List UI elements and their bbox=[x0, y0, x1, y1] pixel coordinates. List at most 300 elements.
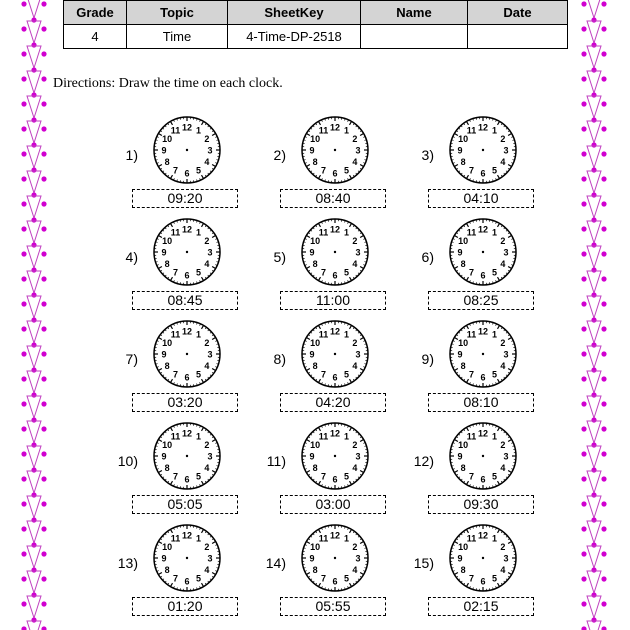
clock-numeral: 2 bbox=[500, 236, 506, 246]
clock-numeral: 7 bbox=[468, 369, 475, 380]
border-triangle bbox=[587, 371, 601, 393]
clock-face-icon[interactable] bbox=[152, 217, 222, 287]
border-dot bbox=[41, 1, 46, 6]
clock-numeral: 10 bbox=[310, 542, 321, 552]
clock-numeral: 12 bbox=[477, 428, 489, 439]
clock-numeral: 12 bbox=[181, 530, 193, 541]
border-dot bbox=[31, 17, 36, 22]
clock-numeral: 2 bbox=[352, 236, 358, 246]
border-triangle bbox=[587, 521, 601, 543]
clock-problem bbox=[406, 319, 556, 419]
border-dot bbox=[591, 292, 596, 297]
border-triangle bbox=[587, 296, 601, 318]
border-dot bbox=[581, 551, 586, 556]
clock-numeral: 10 bbox=[310, 338, 321, 348]
clock-numeral: 10 bbox=[310, 440, 321, 450]
clock-numeral: 11 bbox=[318, 329, 329, 340]
clock-numeral: 10 bbox=[458, 338, 469, 348]
clock-numeral: 9 bbox=[309, 553, 315, 564]
border-dot bbox=[21, 101, 26, 106]
border-dot bbox=[591, 392, 596, 397]
border-dot bbox=[21, 176, 26, 181]
clock-numeral: 10 bbox=[310, 134, 321, 144]
border-dot bbox=[31, 192, 36, 197]
clock-numeral: 12 bbox=[181, 224, 193, 235]
clock-numeral: 7 bbox=[172, 573, 179, 584]
border-dot bbox=[581, 576, 586, 581]
clock-numeral: 1 bbox=[491, 329, 498, 340]
time-label-box: 08:40 bbox=[280, 189, 386, 208]
clock-numeral: 6 bbox=[184, 372, 190, 383]
clock-numeral: 1 bbox=[195, 227, 202, 238]
border-dot bbox=[31, 442, 36, 447]
clock-numeral: 8 bbox=[460, 565, 466, 575]
border-triangle bbox=[587, 71, 601, 93]
clock-numeral: 5 bbox=[343, 165, 350, 176]
border-dot bbox=[41, 51, 46, 56]
clock-numeral: 9 bbox=[309, 247, 315, 258]
clock-numeral: 1 bbox=[343, 431, 350, 442]
header-topic: Topic bbox=[127, 1, 228, 25]
time-label-box: 09:30 bbox=[428, 495, 534, 514]
border-dot bbox=[21, 451, 26, 456]
clock-numeral: 3 bbox=[355, 145, 361, 156]
problem-number: 13) bbox=[117, 555, 138, 571]
border-dot bbox=[21, 626, 26, 630]
clock-numeral: 6 bbox=[480, 576, 486, 587]
border-triangle bbox=[27, 446, 41, 468]
border-dot bbox=[581, 151, 586, 156]
border-triangle bbox=[587, 471, 601, 493]
clock-numeral: 10 bbox=[310, 236, 321, 246]
header-sheetkey: SheetKey bbox=[228, 1, 361, 25]
border-dot bbox=[31, 567, 36, 572]
clock-numeral: 4 bbox=[500, 565, 506, 575]
border-dot bbox=[31, 92, 36, 97]
border-dot bbox=[21, 76, 26, 81]
border-dot bbox=[21, 576, 26, 581]
border-triangle bbox=[27, 71, 41, 93]
border-triangle bbox=[27, 396, 41, 418]
clock-numeral: 9 bbox=[161, 145, 167, 156]
clock-numeral: 8 bbox=[164, 157, 170, 167]
border-dot bbox=[31, 317, 36, 322]
clock-numeral: 4 bbox=[500, 157, 506, 167]
clock-center-dot bbox=[186, 455, 188, 457]
clock-numeral: 6 bbox=[332, 576, 338, 587]
border-dot bbox=[41, 401, 46, 406]
clock-numeral: 4 bbox=[204, 463, 210, 473]
border-dot bbox=[591, 567, 596, 572]
clock-numeral: 8 bbox=[164, 361, 170, 371]
border-dot bbox=[581, 226, 586, 231]
clock-problem bbox=[258, 421, 408, 521]
clock-numeral: 3 bbox=[207, 145, 213, 156]
clock-numeral: 7 bbox=[468, 573, 475, 584]
clock-numeral: 6 bbox=[480, 474, 486, 485]
border-dot bbox=[21, 251, 26, 256]
clock-numeral: 7 bbox=[172, 165, 179, 176]
border-dot bbox=[31, 217, 36, 222]
value-name-field[interactable] bbox=[361, 25, 468, 49]
border-dot bbox=[591, 42, 596, 47]
clock-face-icon[interactable] bbox=[152, 319, 222, 389]
clock-numeral: 12 bbox=[477, 326, 489, 337]
clock-center-dot bbox=[482, 149, 484, 151]
clock-numeral: 1 bbox=[491, 227, 498, 238]
clock-numeral: 2 bbox=[352, 542, 358, 552]
border-dot bbox=[581, 76, 586, 81]
border-dot bbox=[591, 542, 596, 547]
clock-numeral: 9 bbox=[161, 247, 167, 258]
clock-numeral: 9 bbox=[457, 451, 463, 462]
border-triangle bbox=[27, 221, 41, 243]
clock-face-icon[interactable] bbox=[448, 217, 518, 287]
clock-numeral: 8 bbox=[312, 463, 318, 473]
clock-numeral: 2 bbox=[204, 236, 210, 246]
problem-number: 10) bbox=[117, 453, 138, 469]
border-triangle bbox=[27, 421, 41, 443]
time-label-box: 09:20 bbox=[132, 189, 238, 208]
clock-numeral: 3 bbox=[207, 553, 213, 564]
clock-numeral: 11 bbox=[466, 227, 477, 238]
clock-numeral: 5 bbox=[343, 267, 350, 278]
border-dot bbox=[591, 442, 596, 447]
clock-center-dot bbox=[334, 353, 336, 355]
border-dot bbox=[31, 167, 36, 172]
border-dot bbox=[21, 26, 26, 31]
border-dot bbox=[601, 601, 606, 606]
clock-face-icon[interactable] bbox=[152, 115, 222, 185]
clock-center-dot bbox=[482, 353, 484, 355]
border-dot bbox=[31, 242, 36, 247]
border-dot bbox=[31, 517, 36, 522]
border-dot bbox=[601, 201, 606, 206]
clock-problem bbox=[406, 217, 556, 317]
border-dot bbox=[21, 526, 26, 531]
clock-numeral: 9 bbox=[161, 349, 167, 360]
border-dot bbox=[591, 192, 596, 197]
time-label-box: 11:00 bbox=[280, 291, 386, 310]
clock-numeral: 5 bbox=[491, 165, 498, 176]
clock-numeral: 6 bbox=[184, 474, 190, 485]
border-dot bbox=[31, 67, 36, 72]
clock-numeral: 9 bbox=[309, 349, 315, 360]
clock-numeral: 2 bbox=[500, 542, 506, 552]
clock-numeral: 9 bbox=[457, 247, 463, 258]
problem-number: 6) bbox=[421, 249, 434, 265]
border-dot bbox=[601, 376, 606, 381]
clock-face-icon[interactable] bbox=[152, 523, 222, 593]
clock-center-dot bbox=[334, 149, 336, 151]
clock-center-dot bbox=[334, 455, 336, 457]
border-triangle bbox=[27, 246, 41, 268]
border-dot bbox=[581, 176, 586, 181]
clock-numeral: 5 bbox=[343, 369, 350, 380]
border-dot bbox=[591, 92, 596, 97]
border-dot bbox=[581, 426, 586, 431]
border-dot bbox=[601, 526, 606, 531]
border-dot bbox=[581, 301, 586, 306]
clock-numeral: 3 bbox=[503, 247, 509, 258]
border-dot bbox=[21, 401, 26, 406]
clock-numeral: 6 bbox=[184, 168, 190, 179]
border-dot bbox=[601, 551, 606, 556]
clock-numeral: 3 bbox=[503, 553, 509, 564]
clock-center-dot bbox=[482, 251, 484, 253]
clock-numeral: 2 bbox=[204, 440, 210, 450]
decorative-border-left bbox=[20, 0, 48, 630]
clock-numeral: 4 bbox=[352, 463, 358, 473]
clock-numeral: 11 bbox=[466, 431, 477, 442]
clock-numeral: 1 bbox=[195, 431, 202, 442]
border-dot bbox=[41, 601, 46, 606]
border-dot bbox=[31, 542, 36, 547]
border-dot bbox=[41, 101, 46, 106]
clock-numeral: 2 bbox=[352, 338, 358, 348]
border-dot bbox=[31, 342, 36, 347]
time-label-box: 05:55 bbox=[280, 597, 386, 616]
border-dot bbox=[21, 276, 26, 281]
clock-numeral: 11 bbox=[318, 125, 329, 136]
border-triangle bbox=[587, 246, 601, 268]
clock-numeral: 7 bbox=[320, 267, 327, 278]
time-label-box: 08:25 bbox=[428, 291, 534, 310]
border-dot bbox=[31, 42, 36, 47]
clock-numeral: 4 bbox=[352, 157, 358, 167]
border-dot bbox=[581, 376, 586, 381]
clock-numeral: 5 bbox=[491, 369, 498, 380]
clock-numeral: 5 bbox=[195, 267, 202, 278]
clock-numeral: 12 bbox=[329, 224, 341, 235]
clock-numeral: 4 bbox=[204, 259, 210, 269]
border-triangle bbox=[587, 146, 601, 168]
border-dot bbox=[41, 551, 46, 556]
border-dot bbox=[31, 367, 36, 372]
border-dot bbox=[41, 451, 46, 456]
border-dot bbox=[581, 451, 586, 456]
border-dot bbox=[31, 267, 36, 272]
border-dot bbox=[591, 142, 596, 147]
border-triangle bbox=[587, 346, 601, 368]
border-dot bbox=[591, 167, 596, 172]
border-dot bbox=[601, 226, 606, 231]
border-dot bbox=[591, 467, 596, 472]
clock-problem bbox=[406, 115, 556, 215]
clock-center-dot bbox=[334, 251, 336, 253]
border-dot bbox=[591, 117, 596, 122]
clock-face-icon[interactable] bbox=[448, 319, 518, 389]
border-dot bbox=[601, 576, 606, 581]
value-date-field[interactable] bbox=[468, 25, 568, 49]
clock-numeral: 10 bbox=[162, 236, 173, 246]
clock-center-dot bbox=[186, 557, 188, 559]
clock-face-icon[interactable] bbox=[448, 115, 518, 185]
clock-numeral: 4 bbox=[204, 361, 210, 371]
header-name: Name bbox=[361, 1, 468, 25]
border-dot bbox=[601, 251, 606, 256]
clock-problem bbox=[406, 421, 556, 521]
clock-problem bbox=[258, 217, 408, 317]
clock-numeral: 12 bbox=[477, 224, 489, 235]
clock-numeral: 9 bbox=[309, 145, 315, 156]
clock-numeral: 12 bbox=[329, 530, 341, 541]
problem-number: 1) bbox=[125, 147, 138, 163]
border-dot bbox=[41, 326, 46, 331]
clock-face-icon[interactable] bbox=[300, 421, 370, 491]
clock-numeral: 10 bbox=[458, 542, 469, 552]
border-dot bbox=[601, 51, 606, 56]
clock-face-icon[interactable] bbox=[300, 523, 370, 593]
border-triangle bbox=[587, 321, 601, 343]
clock-face-icon[interactable] bbox=[448, 523, 518, 593]
clock-numeral: 10 bbox=[162, 134, 173, 144]
border-dot bbox=[581, 126, 586, 131]
clock-numeral: 2 bbox=[204, 338, 210, 348]
border-triangle bbox=[27, 346, 41, 368]
border-dot bbox=[601, 276, 606, 281]
border-dot bbox=[31, 292, 36, 297]
clock-numeral: 8 bbox=[164, 565, 170, 575]
clock-numeral: 9 bbox=[457, 145, 463, 156]
clock-numeral: 7 bbox=[172, 471, 179, 482]
clock-numeral: 6 bbox=[332, 474, 338, 485]
clock-numeral: 7 bbox=[468, 267, 475, 278]
clock-numeral: 11 bbox=[170, 329, 181, 340]
value-topic: Time bbox=[127, 25, 228, 49]
border-dot bbox=[41, 376, 46, 381]
border-dot bbox=[21, 376, 26, 381]
clock-numeral: 2 bbox=[204, 542, 210, 552]
value-sheetkey: 4-Time-DP-2518 bbox=[228, 25, 361, 49]
clock-numeral: 5 bbox=[195, 471, 202, 482]
clock-problem bbox=[406, 523, 556, 623]
border-dot bbox=[21, 51, 26, 56]
clock-face-icon[interactable] bbox=[300, 217, 370, 287]
clock-numeral: 12 bbox=[181, 428, 193, 439]
clock-numeral: 1 bbox=[491, 431, 498, 442]
border-dot bbox=[41, 151, 46, 156]
border-dot bbox=[21, 601, 26, 606]
problem-number: 15) bbox=[413, 555, 434, 571]
problem-number: 9) bbox=[421, 351, 434, 367]
problem-number: 2) bbox=[273, 147, 286, 163]
border-triangle bbox=[587, 121, 601, 143]
border-dot bbox=[581, 276, 586, 281]
clock-center-dot bbox=[482, 557, 484, 559]
time-label-box: 02:15 bbox=[428, 597, 534, 616]
problem-number: 3) bbox=[421, 147, 434, 163]
border-triangle bbox=[587, 221, 601, 243]
problem-number: 4) bbox=[125, 249, 138, 265]
problem-number: 7) bbox=[125, 351, 138, 367]
border-triangle bbox=[27, 546, 41, 568]
clock-face-icon[interactable] bbox=[448, 421, 518, 491]
border-dot bbox=[41, 426, 46, 431]
clock-numeral: 4 bbox=[352, 565, 358, 575]
border-dot bbox=[591, 492, 596, 497]
clock-numeral: 12 bbox=[477, 122, 489, 133]
clock-face-icon[interactable] bbox=[152, 421, 222, 491]
clock-numeral: 9 bbox=[457, 349, 463, 360]
clock-numeral: 9 bbox=[161, 553, 167, 564]
clock-numeral: 2 bbox=[204, 134, 210, 144]
border-dot bbox=[21, 151, 26, 156]
clock-numeral: 5 bbox=[195, 573, 202, 584]
border-dot bbox=[591, 617, 596, 622]
clock-problem bbox=[258, 319, 408, 419]
clock-numeral: 6 bbox=[480, 168, 486, 179]
clock-numeral: 12 bbox=[329, 326, 341, 337]
time-label-box: 05:05 bbox=[132, 495, 238, 514]
clock-numeral: 3 bbox=[503, 145, 509, 156]
border-triangle bbox=[27, 371, 41, 393]
border-dot bbox=[601, 501, 606, 506]
border-dot bbox=[581, 351, 586, 356]
clock-numeral: 5 bbox=[343, 573, 350, 584]
border-triangle bbox=[27, 121, 41, 143]
border-dot bbox=[31, 392, 36, 397]
clock-center-dot bbox=[186, 353, 188, 355]
border-dot bbox=[591, 517, 596, 522]
border-dot bbox=[601, 176, 606, 181]
border-triangle bbox=[587, 496, 601, 518]
border-dot bbox=[41, 576, 46, 581]
border-triangle bbox=[587, 546, 601, 568]
clock-numeral: 11 bbox=[466, 533, 477, 544]
clock-numeral: 3 bbox=[207, 349, 213, 360]
clock-center-dot bbox=[482, 455, 484, 457]
clock-numeral: 11 bbox=[170, 431, 181, 442]
clock-numeral: 1 bbox=[491, 533, 498, 544]
border-dot bbox=[591, 367, 596, 372]
border-dot bbox=[591, 317, 596, 322]
clock-numeral: 7 bbox=[320, 471, 327, 482]
clock-numeral: 1 bbox=[343, 533, 350, 544]
border-triangle bbox=[27, 271, 41, 293]
clock-numeral: 8 bbox=[164, 259, 170, 269]
border-dot bbox=[601, 26, 606, 31]
time-label-box: 08:10 bbox=[428, 393, 534, 412]
border-triangle bbox=[27, 296, 41, 318]
border-triangle bbox=[27, 196, 41, 218]
border-dot bbox=[21, 476, 26, 481]
clock-numeral: 4 bbox=[204, 565, 210, 575]
border-dot bbox=[601, 76, 606, 81]
clock-numeral: 6 bbox=[184, 576, 190, 587]
clock-numeral: 11 bbox=[318, 533, 329, 544]
clock-numeral: 12 bbox=[329, 122, 341, 133]
border-dot bbox=[591, 217, 596, 222]
problem-number: 8) bbox=[273, 351, 286, 367]
border-dot bbox=[581, 101, 586, 106]
border-triangle bbox=[587, 271, 601, 293]
border-triangle bbox=[587, 596, 601, 618]
border-dot bbox=[21, 351, 26, 356]
clock-numeral: 12 bbox=[181, 326, 193, 337]
border-dot bbox=[591, 417, 596, 422]
clock-face-icon[interactable] bbox=[300, 115, 370, 185]
time-label-box: 04:20 bbox=[280, 393, 386, 412]
border-dot bbox=[591, 267, 596, 272]
border-dot bbox=[591, 242, 596, 247]
clock-numeral: 7 bbox=[468, 471, 475, 482]
border-dot bbox=[41, 526, 46, 531]
clock-face-icon[interactable] bbox=[300, 319, 370, 389]
clock-numeral: 1 bbox=[343, 227, 350, 238]
clock-numeral: 10 bbox=[458, 440, 469, 450]
border-triangle bbox=[587, 571, 601, 593]
